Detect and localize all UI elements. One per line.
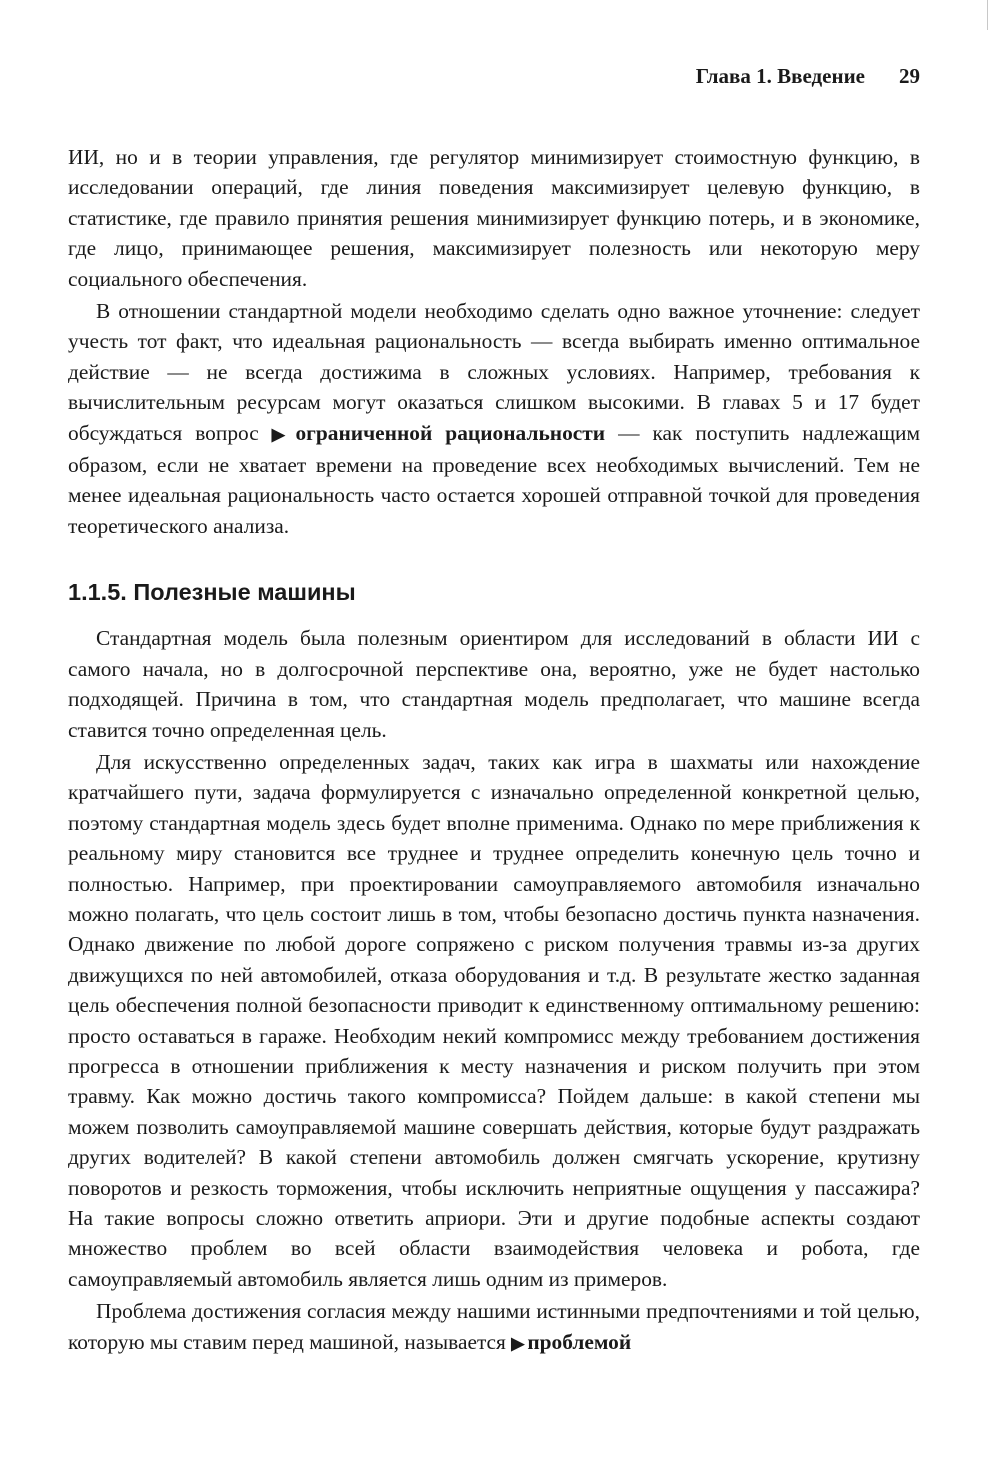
paragraph-text: В отношении стандартной модели необходимо сделать одно важное уточнение: следует учесть тот факт, что идеальная рациональность — всегда выбирать именно оптимальное действие — не всегда достижима в сложных условиях. Например, требования к вычислительным ресурсам могут оказаться слишком высокими. В главах 5 и 17 будет обсуждаться вопрос (68, 299, 920, 445)
chapter-title: Глава 1. Введение (695, 64, 865, 88)
paragraph-text: Проблема достижения согласия между нашими истинными предпочтениями и той целью, которую мы ставим перед машиной, называется (68, 1299, 920, 1354)
paragraph-bounded-rationality (68, 296, 920, 541)
page-edge-line (987, 0, 988, 30)
term-text: проблемой (527, 1329, 632, 1354)
page-body (68, 142, 920, 1359)
section-paragraph: Стандартная модель была полезным ориентиром для исследований в области ИИ с самого начала, но в долгосрочной перспективе она, вероятно, уже не будет настолько подходящей. Причина в том, что стандартная модель предполагает, что машине всегда ставится точно определенная цель. (68, 626, 920, 742)
paragraph-text: — как поступить надлежащим образом, если не хватает времени на проведение всех необходимых вычислений. Тем не менее идеальная рациональность часто остается хорошей отправной точкой для проведения теоретического анализа. (68, 420, 921, 538)
glossary-term (511, 1330, 631, 1354)
running-head (696, 64, 920, 89)
section-paragraph: Для искусственно определенных задач, таких как игра в шахматы или нахождение кратчайшего пути, задача формулируется с изначально определенной конкретной целью, поэтому стандартная модель здесь будет вполне применима. Однако по мере приближения к реальному миру становится все труднее и труднее определить конечную цель точно и полностью. Например, при проектировании самоуправляемого автомобиля изначально можно полагать, что цель состоит лишь в том, чтобы безопасно достичь пункта назначения. Однако движение по любой дороге сопряжено с риском получения травмы из-за других движущихся по ней автомобилей, отказа оборудования и т.д. В результате жестко заданная цель обеспечения полной безопасности приводит к единственному оптимальному решению: просто оставаться в гараже. Необходим некий компромисс между требованием достижения прогресса в отношении приближения к месту назначения и риском получить при этом травму. Как можно достичь такого компромисса? Пойдем дальше: в какой степени мы можем позволить самоуправляемой машине совершать действия, которые будут раздражать других водителей? В какой степени автомобиль должен смягчать ускорение, крутизну поворотов и резкость торможения, чтобы исключить неприятные ощущения у пассажира? На такие вопросы сложно ответить априори. Эти и другие подобные аспекты создают множество проблем во всей области взаимодействия человека и робота, где самоуправляемый автомобиль является лишь одним из примеров. (68, 749, 920, 1291)
triangle-marker-icon: ▶ (511, 1333, 525, 1353)
triangle-marker-icon: ▶ (271, 424, 293, 444)
section-heading: 1.1.5. Полезные машины (68, 579, 356, 606)
glossary-term (272, 421, 605, 445)
term-text: ограниченной рациональности (295, 420, 606, 445)
page-number: 29 (899, 64, 920, 88)
section-paragraph-alignment (68, 1296, 920, 1359)
paragraph-continued: ИИ, но и в теории управления, где регулятор минимизирует стоимостную функцию, в исследовании операций, где линия поведения максимизирует целевую функцию, в статистике, где правило принятия решения минимизирует функцию потерь, и в экономике, где лицо, принимающее решения, максимизирует полезность или некоторую меру социального обеспечения. (68, 145, 920, 291)
